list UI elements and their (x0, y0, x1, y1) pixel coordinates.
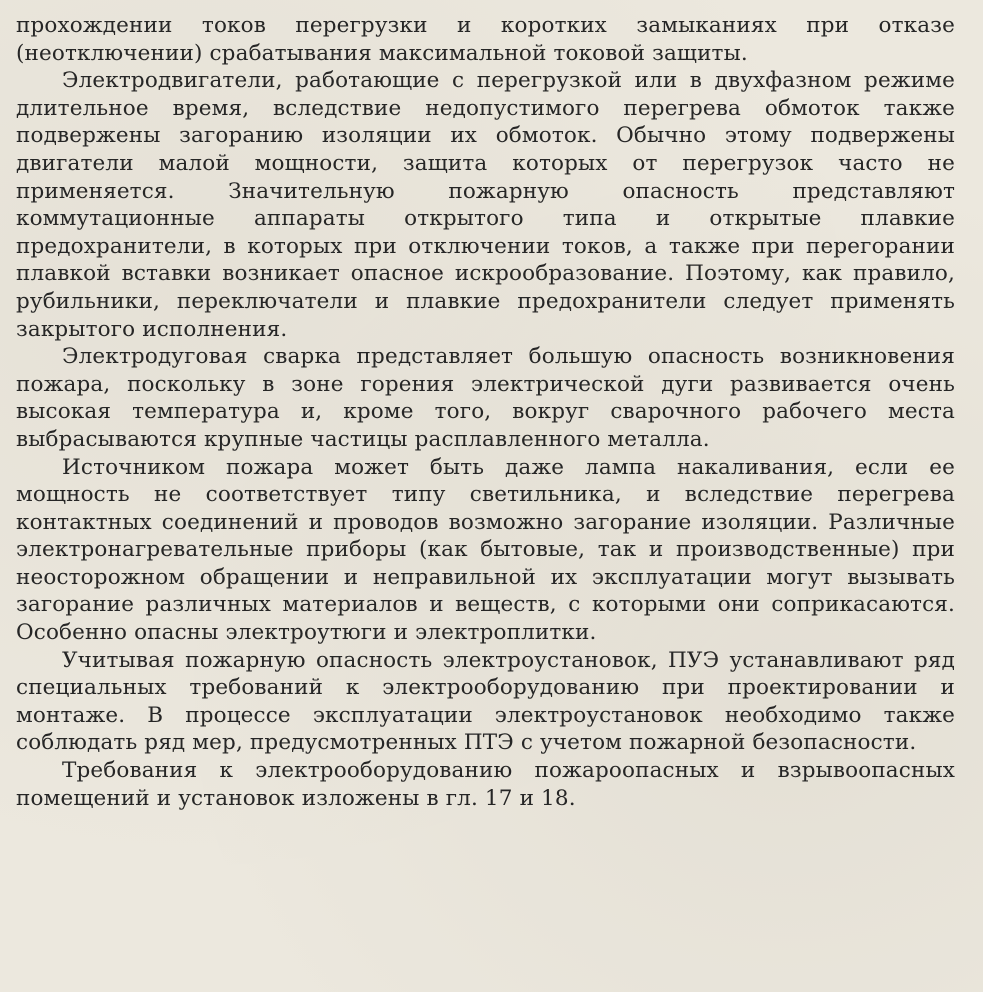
paragraph-chapter-reference: Требования к электрооборудованию пожароопасных и взрывоопасных помещений и установок изложены в гл. 17 и 18. (16, 758, 955, 811)
paragraph-motors: Электродвигатели, работающие с перегрузкой или в двухфазном режиме длительное время, вследствие недопустимого перегрева обмоток также подвержены загоранию изоляции их обмоток. Обычно этому подвержены двигатели малой мощности, защита которых от перегрузок часто не применяется. Значительную пожарную опасность представляют коммутационные аппараты открытого типа и открытые плавкие предохранители, в которых при отключении токов, а также при перегорании плавкой вставки возникает опасное искрообразование. Поэтому, как правило, рубильники, переключатели и плавкие предохранители следует применять закрытого исполнения. (16, 68, 955, 342)
paragraph-lamps-heaters: Источником пожара может быть даже лампа накаливания, если ее мощность не соответствует типу светильника, и вследствие перегрева контактных соединений и проводов возможно загорание изоляции. Различные электронагревательные приборы (как бытовые, так и производственные) при неосторожном обращении и неправильной их эксплуатации могут вызывать загорание различных материалов и веществ, с которыми они соприкасаются. Особенно опасны электроутюги и электроплитки. (16, 454, 955, 646)
paragraph-continuation: прохождении токов перегрузки и коротких замыканиях при отказе (неотключении) срабатывания максимальной токовой защиты. (16, 13, 955, 66)
paragraph-pue-requirements: Учитывая пожарную опасность электроустановок, ПУЭ устанавливают ряд специальных требований к электрооборудованию при проектировании и монтаже. В процессе эксплуатации электроустановок необходимо также соблюдать ряд мер, предусмотренных ПТЭ с учетом пожарной безопасности. (16, 647, 955, 756)
paragraph-welding: Электродуговая сварка представляет большую опасность возникновения пожара, поскольку в зоне горения электрической дуги развивается очень высокая температура и, кроме того, вокруг сварочного рабочего места выбрасываются крупные частицы расплавленного металла. (16, 344, 955, 452)
